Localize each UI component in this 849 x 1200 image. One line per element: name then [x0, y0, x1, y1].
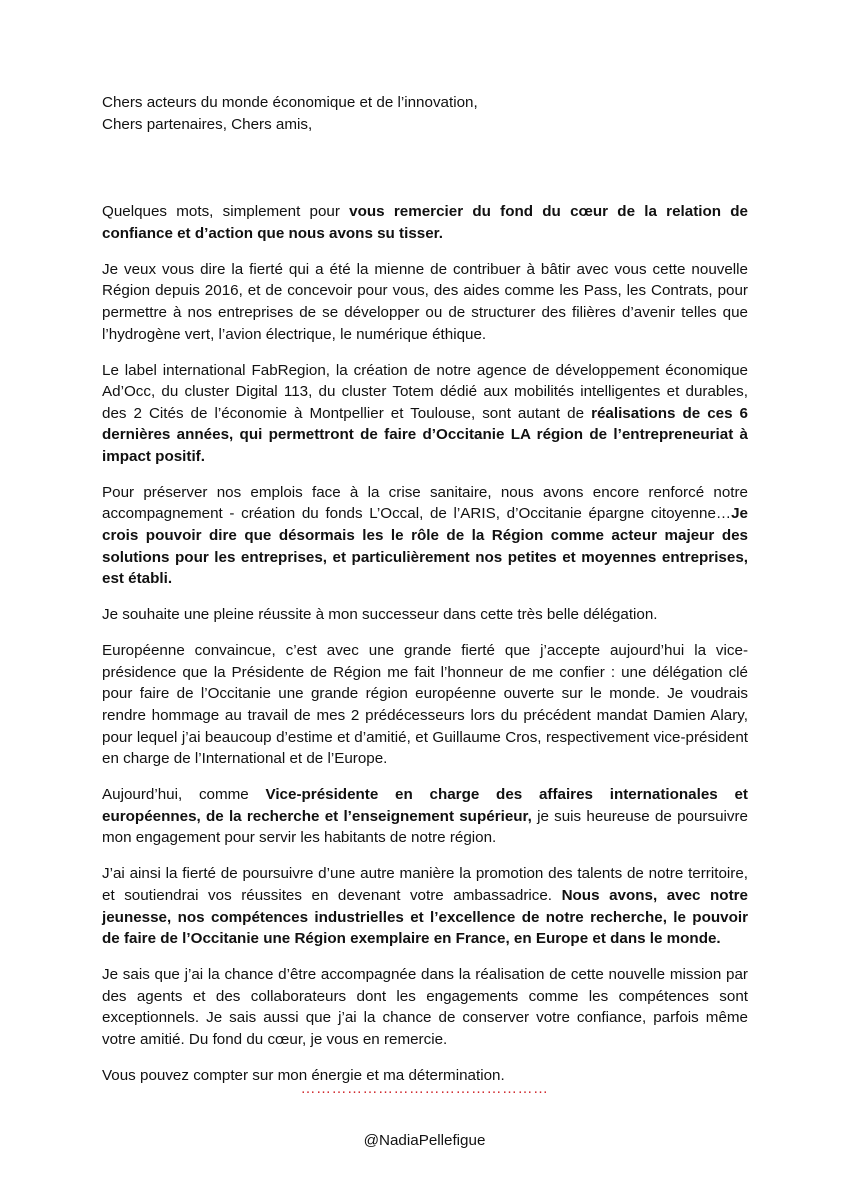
paragraph-text: Aujourd’hui, comme: [102, 786, 266, 804]
paragraph-thanks: [102, 201, 748, 244]
paragraph-text: Je veux vous dire la fierté qui a été la mienne de contribuer à bâtir avec vous cette nouvelle Région depuis 2016, et de concevoir pour vous, des aides comme les Pass, les Contrats, pour permettre à nos entreprises de se développer ou de structurer des filières d’avenir telles que l’hydrogène vert, l’avion électrique, le numérique éthique.: [102, 260, 748, 343]
paragraph-text: Européenne convaincue, c’est avec une grande fierté que j’accepte aujourd’hui la vice-présidence que la Présidente de Région me fait l’honneur de me confier : une délégation clé pour faire de l’Occitanie une grande région européenne ouverte sur le monde. Je voudrais rendre hommage au travail de mes 2 prédécesseurs lors du précédent mandat Damien Alary, pour lequel j’ai beaucoup d’estime et d’amitié, et Guillaume Cros, respectivement vice-président en charge de l’International et de l’Europe.: [102, 642, 748, 768]
paragraph-text: Je sais que j’ai la chance d’être accompagnée dans la réalisation de cette nouvelle mission par des agents et des collaborateurs dont les engagements comme les compétences sont exceptionnels. Je sais aussi que j’ai la chance de conserver votre confiance, parfois même votre amitié. Du fond du cœur, je vous en remercie.: [102, 966, 748, 1048]
paragraph-achievements: [102, 360, 748, 468]
paragraph-ambassador: [102, 863, 748, 949]
letter-document: [102, 92, 748, 1101]
paragraph-text: Le label international FabRegion, la création de notre agence de développement économique Ad’Occ, du cluster Digital 113, du cluster Totem dédié aux mobilités intelligentes et durables, des 2 Cités de l’économie à Montpellier et Toulouse, sont autant de: [102, 361, 748, 422]
paragraph-successor: [102, 604, 748, 626]
paragraph-bold-text: Vice-présidente en charge des affaires internationales et européennes, de la recherche et l’enseignement supérieur,: [102, 786, 748, 825]
paragraph-text: J’ai ainsi la fierté de poursuivre d’une autre manière la promotion des talents de notre territoire, et soutiendrai vos réussites en devenant votre ambassadrice.: [102, 865, 748, 904]
dotted-divider: …………………………………………: [300, 1080, 549, 1097]
paragraph-european: [102, 640, 748, 770]
paragraph-bold-text: vous remercier du fond du cœur de la relation de confiance et d’action que nous avons su tisser.: [102, 203, 748, 242]
paragraph-text: Quelques mots, simplement pour: [102, 203, 350, 221]
paragraph-text: Pour préserver nos emplois face à la crise sanitaire, nous avons encore renforcé notre accompagnement - création du fonds L’Occal, de l’ARIS, d’Occitanie épargne citoyenne…: [102, 483, 748, 523]
author-handle: @NadiaPellefigue: [363, 1132, 486, 1149]
paragraph-team: [102, 964, 748, 1050]
paragraph-text: je suis heureuse de poursuivre mon engagement pour servir les habitants de notre région.: [102, 807, 748, 847]
paragraph-crisis: [102, 482, 748, 590]
paragraph-text: Vous pouvez compter sur mon énergie et ma détermination.: [102, 1066, 505, 1084]
salutation-line-2: Chers partenaires, Chers amis,: [102, 115, 313, 133]
paragraph-text: Je souhaite une pleine réussite à mon successeur dans cette très belle délégation.: [102, 606, 658, 624]
letter-body: [102, 201, 748, 1086]
paragraph-bold-text: Je crois pouvoir dire que désormais les le rôle de la Région comme acteur majeur des solutions pour les entreprises, et particulièrement nos petites et moyennes entreprises, est établi.: [102, 505, 748, 588]
salutation-line-1: Chers acteurs du monde économique et de l’innovation,: [102, 94, 478, 111]
paragraph-vice-president: [102, 784, 748, 849]
paragraph-pride: [102, 259, 748, 345]
salutation: [102, 92, 748, 135]
paragraph-bold-text: Nous avons, avec notre jeunesse, nos compétences industrielles et l’excellence de notre recherche, le pouvoir de faire de l’Occitanie une Région exemplaire en France, en Europe et dans le monde.: [102, 886, 749, 948]
paragraph-bold-text: réalisations de ces 6 dernières années, qui permettront de faire d’Occitanie LA région de l’entrepreneuriat à impact positif.: [102, 404, 749, 465]
